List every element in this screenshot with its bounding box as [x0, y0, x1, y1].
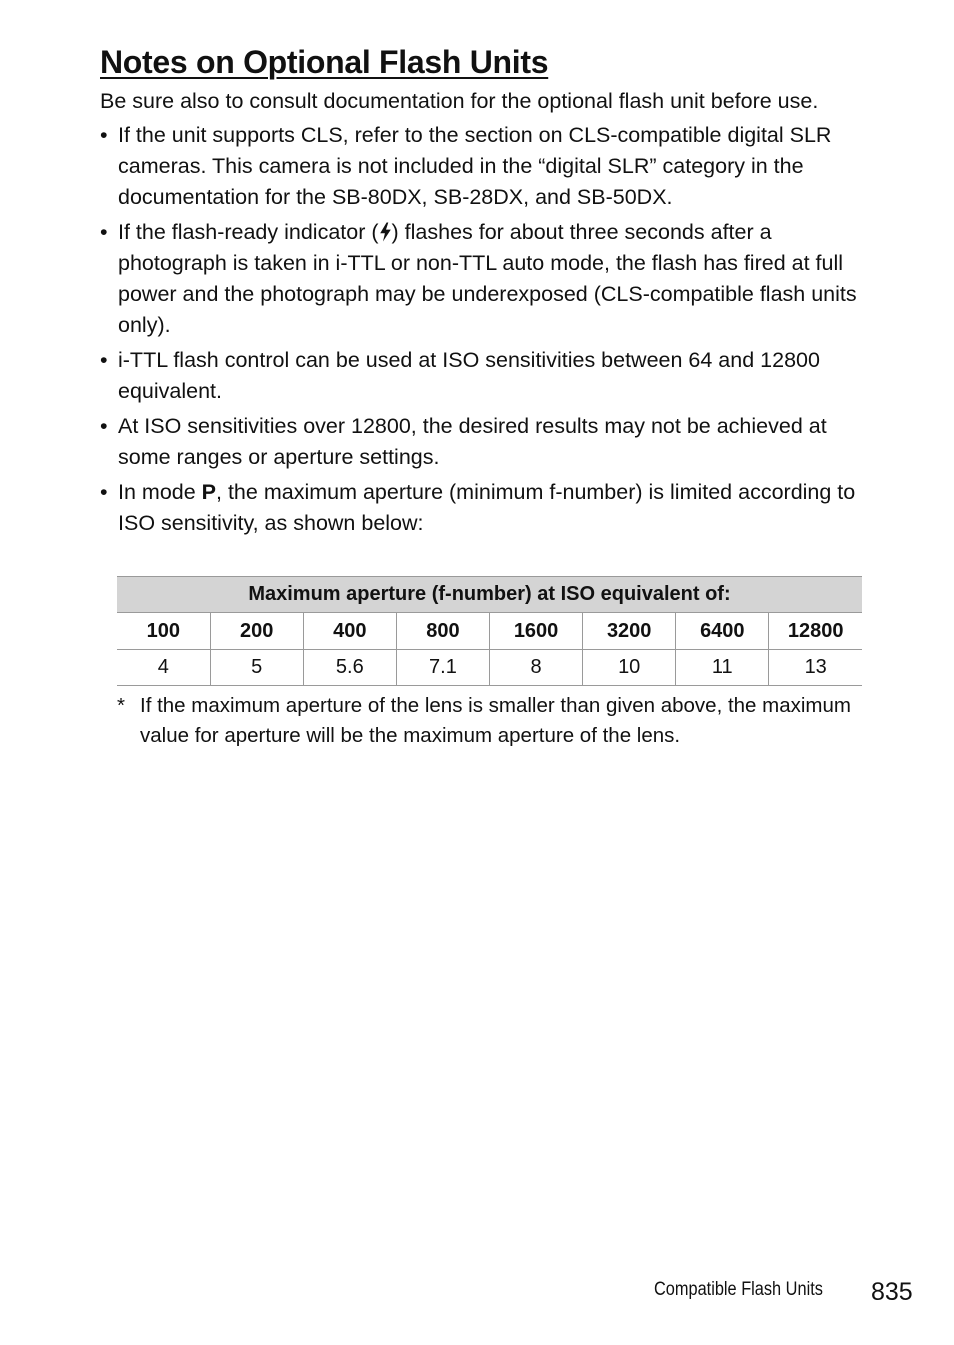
note-text-after: ) flashes for about three seconds after a photograph is taken in i-TTL or non-TTL auto mode, the flash has fired at full power and the photograph may be underexposed (CLS-compatible flash units only).: [118, 220, 857, 337]
iso-header-cell: 1600: [490, 613, 583, 650]
page-title: Notes on Optional Flash Units: [100, 44, 549, 80]
note-cls-support: [100, 120, 870, 213]
bullet-icon: •: [100, 414, 108, 438]
iso-header-cell: 12800: [769, 613, 862, 650]
aperture-table-container: [117, 576, 862, 686]
iso-header-row: [117, 613, 862, 650]
footer-section-title: Compatible Flash Units: [654, 1279, 823, 1300]
aperture-value-cell: 4: [117, 650, 210, 686]
intro-paragraph: Be sure also to consult documentation for the optional flash unit before use.: [100, 89, 819, 113]
footnote-text: If the maximum aperture of the lens is smaller than given above, the maximum value for aperture will be the maximum aperture of the lens.: [140, 694, 851, 747]
aperture-value-row: [117, 650, 862, 686]
bullet-icon: •: [100, 348, 108, 372]
iso-header-cell: 400: [303, 613, 396, 650]
aperture-value-cell: 13: [769, 650, 862, 686]
note-text: i-TTL flash control can be used at ISO sensitivities between 64 and 12800 equivalent.: [118, 348, 820, 403]
iso-header-cell: 800: [396, 613, 489, 650]
aperture-table: [117, 576, 862, 686]
aperture-value-cell: 8: [490, 650, 583, 686]
note-high-iso: [100, 411, 870, 473]
page-number: 835: [871, 1278, 913, 1306]
note-text-before: In mode: [118, 480, 202, 504]
mode-p-label: P: [201, 480, 217, 504]
aperture-value-cell: 11: [676, 650, 769, 686]
notes-list: [100, 120, 870, 539]
bullet-icon: •: [100, 480, 108, 504]
footnote-asterisk: *: [117, 694, 125, 717]
aperture-value-cell: 10: [583, 650, 676, 686]
note-text: At ISO sensitivities over 12800, the desired results may not be achieved at some ranges or aperture settings.: [118, 414, 827, 469]
note-flash-ready-indicator: [100, 217, 870, 341]
flash-ready-icon: [379, 220, 392, 240]
note-mode-p-aperture: [100, 477, 870, 539]
note-ittl-iso-range: [100, 345, 870, 407]
bullet-icon: •: [100, 220, 108, 244]
iso-header-cell: 100: [117, 613, 210, 650]
iso-header-cell: 200: [210, 613, 303, 650]
bullet-icon: •: [100, 123, 108, 147]
main-content: [100, 86, 870, 543]
table-caption-row: [117, 577, 862, 613]
table-footnote: [117, 691, 862, 750]
note-text-after: , the maximum aperture (minimum f-number) is limited according to ISO sensitivity, as shown below:: [118, 480, 856, 535]
note-text: If the unit supports CLS, refer to the section on CLS-compatible digital SLR cameras. This camera is not included in the “digital SLR” category in the documentation for the SB-80DX, SB-28DX, and SB-50DX.: [118, 123, 832, 209]
table-caption: Maximum aperture (f-number) at ISO equivalent of:: [117, 577, 862, 613]
aperture-value-cell: 7.1: [396, 650, 489, 686]
aperture-value-cell: 5: [210, 650, 303, 686]
note-text-before: If the flash-ready indicator (: [118, 220, 379, 244]
iso-header-cell: 3200: [583, 613, 676, 650]
iso-header-cell: 6400: [676, 613, 769, 650]
aperture-value-cell: 5.6: [303, 650, 396, 686]
